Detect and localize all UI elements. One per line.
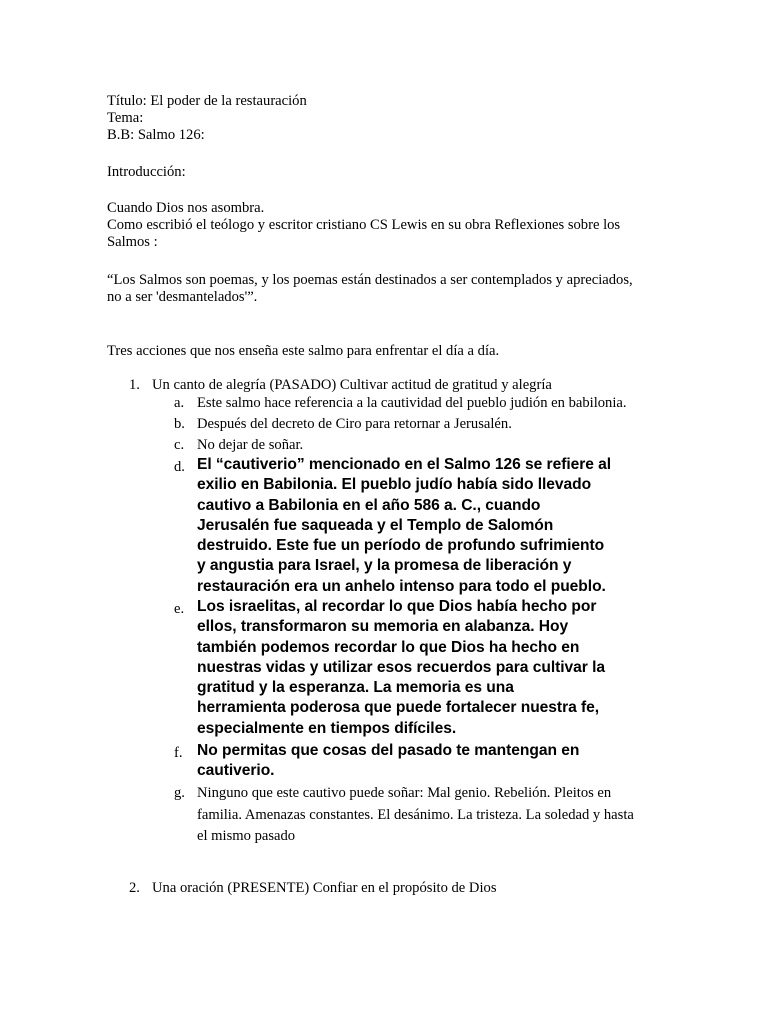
bible-reference-line: B.B: Salmo 126:: [107, 127, 205, 143]
quote-line-2: no a ser 'desmantelados'”.: [107, 289, 258, 305]
three-actions-intro: Tres acciones que nos enseña este salmo para enfrentar el día a día.: [107, 343, 500, 359]
sub-item-text: No permitas que cosas del pasado te mantengan en cautiverio.: [197, 742, 580, 780]
introduction-paragraph: [107, 200, 667, 251]
sub-item-letter: a.: [174, 395, 185, 411]
list-item-number: 2.: [129, 880, 140, 896]
list-item-text: Un canto de alegría (PASADO) Cultivar actitud de gratitud y alegría: [152, 377, 552, 393]
intro-line-2: Como escribió el teólogo y escritor cristiano CS Lewis en su obra Reflexiones sobre los: [107, 217, 621, 233]
sub-item-letter: c.: [174, 437, 185, 453]
lewis-quote: [107, 272, 667, 306]
sub-item-text: Este salmo hace referencia a la cautividad del pueblo judión en babilonia.: [197, 395, 627, 411]
list-item-text: Una oración (PRESENTE) Confiar en el propósito de Dios: [152, 880, 497, 896]
sub-item-text: Ninguno que este cautivo puede soñar: Mal genio. Rebelión. Pleitos en familia. Amenazas constantes. El desánimo. La tristeza. La soledad y hasta el mismo pasado: [197, 785, 634, 844]
title-line: Título: El poder de la restauración: [107, 93, 307, 109]
sub-item-letter: f.: [174, 745, 183, 761]
list-item-number: 1.: [129, 377, 140, 393]
sub-item-letter: d.: [174, 459, 185, 475]
quote-line-1: “Los Salmos son poemas, y los poemas están destinados a ser contemplados y apreciados,: [107, 272, 633, 288]
tema-line: Tema:: [107, 110, 144, 126]
sub-item-text: Después del decreto de Ciro para retornar a Jerusalén.: [197, 416, 512, 432]
sub-item-text: No dejar de soñar.: [197, 437, 304, 453]
sub-item-text: Los israelitas, al recordar lo que Dios había hecho por ellos, transformaron su memoria en alabanza. Hoy también podemos recordar lo que Dios ha hecho en nuestras vidas y utilizar esos recuerdos para cultivar la gratitud y la esperanza. La memoria es una herramienta poderosa que puede fortalecer nuestra fe, especialmente en tiempos difíciles.: [197, 598, 605, 737]
intro-line-3: Salmos :: [107, 234, 158, 250]
sub-item-letter: b.: [174, 416, 185, 432]
sub-item-letter: g.: [174, 785, 185, 801]
introduction-heading: Introducción:: [107, 164, 186, 180]
sub-item-letter: e.: [174, 601, 185, 617]
sub-item-text: El “cautiverio” mencionado en el Salmo 126 se refiere al exilio en Babilonia. El pueblo judío había sido llevado cautivo a Babilonia en el año 586 a. C., cuando Jerusalén fue saqueada y el Templo de Salomón destruido. Este fue un período de profundo sufrimiento y angustia para Israel, y la promesa de liberación y restauración era un anhelo intenso para todo el pueblo.: [197, 456, 612, 595]
header-block: [107, 93, 667, 144]
intro-line-1: Cuando Dios nos asombra.: [107, 200, 265, 216]
